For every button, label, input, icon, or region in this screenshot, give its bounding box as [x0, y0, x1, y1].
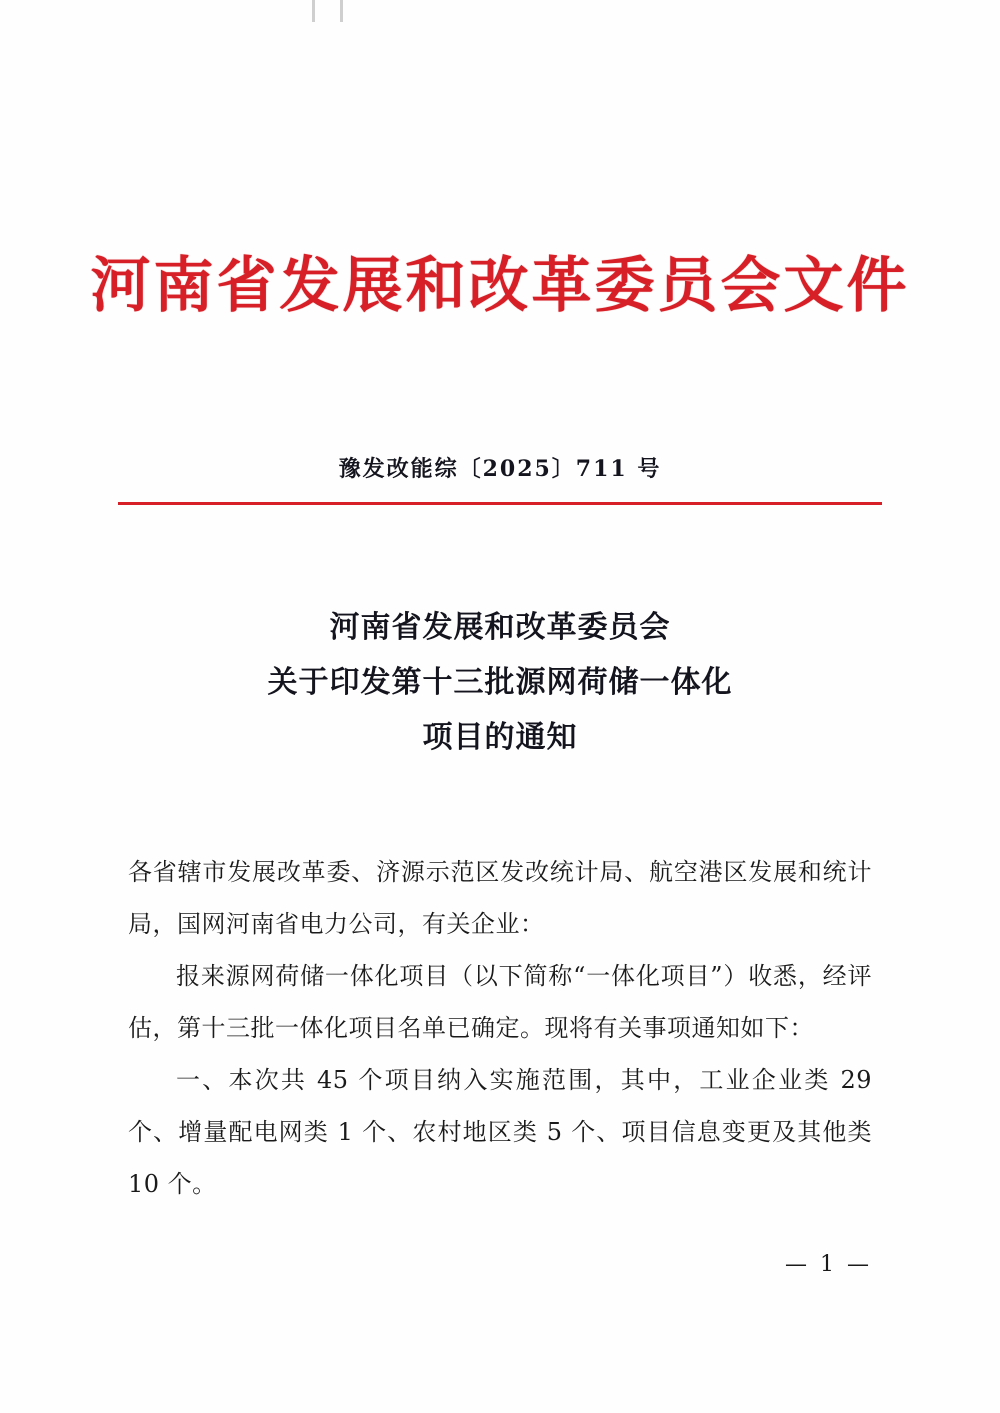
recipients-paragraph: 各省辖市发展改革委、济源示范区发改统计局、航空港区发展和统计局，国网河南省电力公司，有关企业：: [128, 858, 872, 938]
body-paragraph-2: 一、本次共 45 个项目纳入实施范围，其中，工业企业类 29 个、增量配电网类 1 个、农村地区类 5 个、项目信息变更及其他类 10 个。: [128, 1066, 872, 1198]
crop-mark-left-icon: [312, 0, 315, 22]
page-title: [0, 600, 1000, 765]
page-title-line-3: 项目的通知: [422, 720, 578, 755]
page-title-line-2: 关于印发第十三批源网荷储一体化: [267, 665, 733, 700]
page-number: — 1 —: [785, 1252, 872, 1277]
page-title-line-1: 河南省发展和改革委员会: [329, 610, 671, 645]
issuing-authority-title: 河南省发展和改革委员会文件: [90, 251, 910, 321]
red-separator-rule: [118, 502, 882, 505]
masthead: [0, 252, 1000, 321]
document-number: 豫发改能综〔2025〕711 号: [338, 456, 662, 482]
document-body: [128, 846, 872, 1210]
body-paragraph-1: 报来源网荷储一体化项目（以下简称“一体化项目”）收悉，经评估，第十三批一体化项目名单已确定。现将有关事项通知如下：: [128, 962, 872, 1042]
crop-mark-right-icon: [340, 0, 343, 22]
